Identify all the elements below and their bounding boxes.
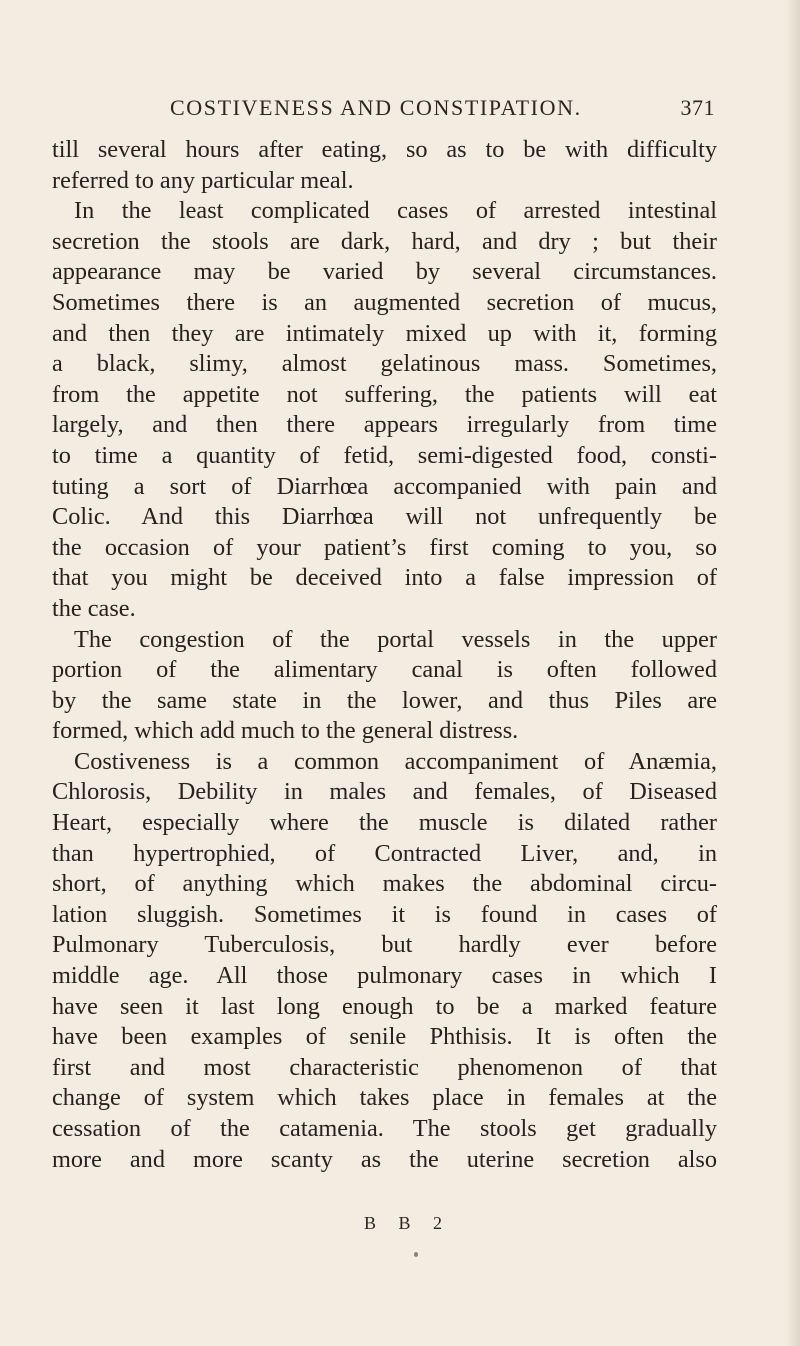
ink-speck — [414, 1252, 418, 1257]
text-line: Sometimes there is an augmented secretion of mucus, — [52, 288, 717, 316]
text-line: by the same state in the lower, and thus Piles are — [52, 686, 717, 714]
text-line: short, of anything which makes the abdominal circu- — [52, 870, 717, 898]
text-line: have seen it last long enough to be a marked feature — [52, 992, 717, 1020]
text-line: that you might be deceived into a false impression of — [52, 564, 717, 592]
text-line: the occasion of your patient’s first coming to you, so — [52, 533, 717, 561]
text-line: to time a quantity of fetid, semi-digested food, consti- — [52, 441, 717, 469]
text-line: till several hours after eating, so as to be with difficulty — [52, 136, 717, 163]
text-line: cessation of the catamenia. The stools get gradually — [52, 1115, 717, 1142]
text-line: Costiveness is a common accompaniment of Anæmia, — [74, 747, 717, 775]
text-line: Chlorosis, Debility in males and females, of Diseased — [52, 778, 717, 806]
text-line: In the least complicated cases of arrested intestinal — [74, 197, 717, 225]
text-line: Heart, especially where the muscle is dilated rather — [52, 809, 717, 837]
running-title: COSTIVENESS AND CONSTIPATION. — [170, 95, 582, 120]
page-number: 371 — [680, 95, 715, 120]
text-line: a black, slimy, almost gelatinous mass. Sometimes, — [52, 350, 717, 378]
text-line: formed, which add much to the general distress. — [52, 717, 519, 745]
text-line: lation sluggish. Sometimes it is found in cases of — [52, 900, 717, 928]
printer-signature-mark: B B 2 — [364, 1213, 452, 1233]
text-line: have been examples of senile Phthisis. It is often the — [52, 1023, 717, 1051]
text-line: Pulmonary Tuberculosis, but hardly ever before — [52, 931, 717, 959]
body-text — [52, 135, 717, 1175]
text-line: tuting a sort of Diarrhœa accompanied with pain and — [52, 472, 717, 500]
text-line: The congestion of the portal vessels in the upper — [74, 625, 717, 653]
text-line: secretion the stools are dark, hard, and dry ; but their — [52, 227, 717, 255]
text-line: the case. — [52, 594, 136, 622]
text-line: than hypertrophied, of Contracted Liver, and, in — [52, 839, 717, 867]
text-line: from the appetite not suffering, the patients will eat — [52, 380, 717, 408]
text-line: change of system which takes place in females at the — [52, 1084, 717, 1112]
text-line: middle age. All those pulmonary cases in which I — [52, 962, 717, 990]
text-line: and then they are intimately mixed up with it, forming — [52, 319, 717, 347]
text-line: first and most characteristic phenomenon of that — [52, 1053, 717, 1081]
text-line: portion of the alimentary canal is often followed — [52, 656, 717, 684]
text-line: referred to any particular meal. — [52, 166, 354, 194]
text-line: largely, and then there appears irregularly from time — [52, 411, 717, 439]
running-header — [170, 95, 715, 121]
text-line: appearance may be varied by several circumstances. — [52, 258, 717, 286]
text-line: Colic. And this Diarrhœa will not unfrequently be — [52, 503, 717, 531]
text-line: more and more scanty as the uterine secretion also — [52, 1145, 717, 1173]
